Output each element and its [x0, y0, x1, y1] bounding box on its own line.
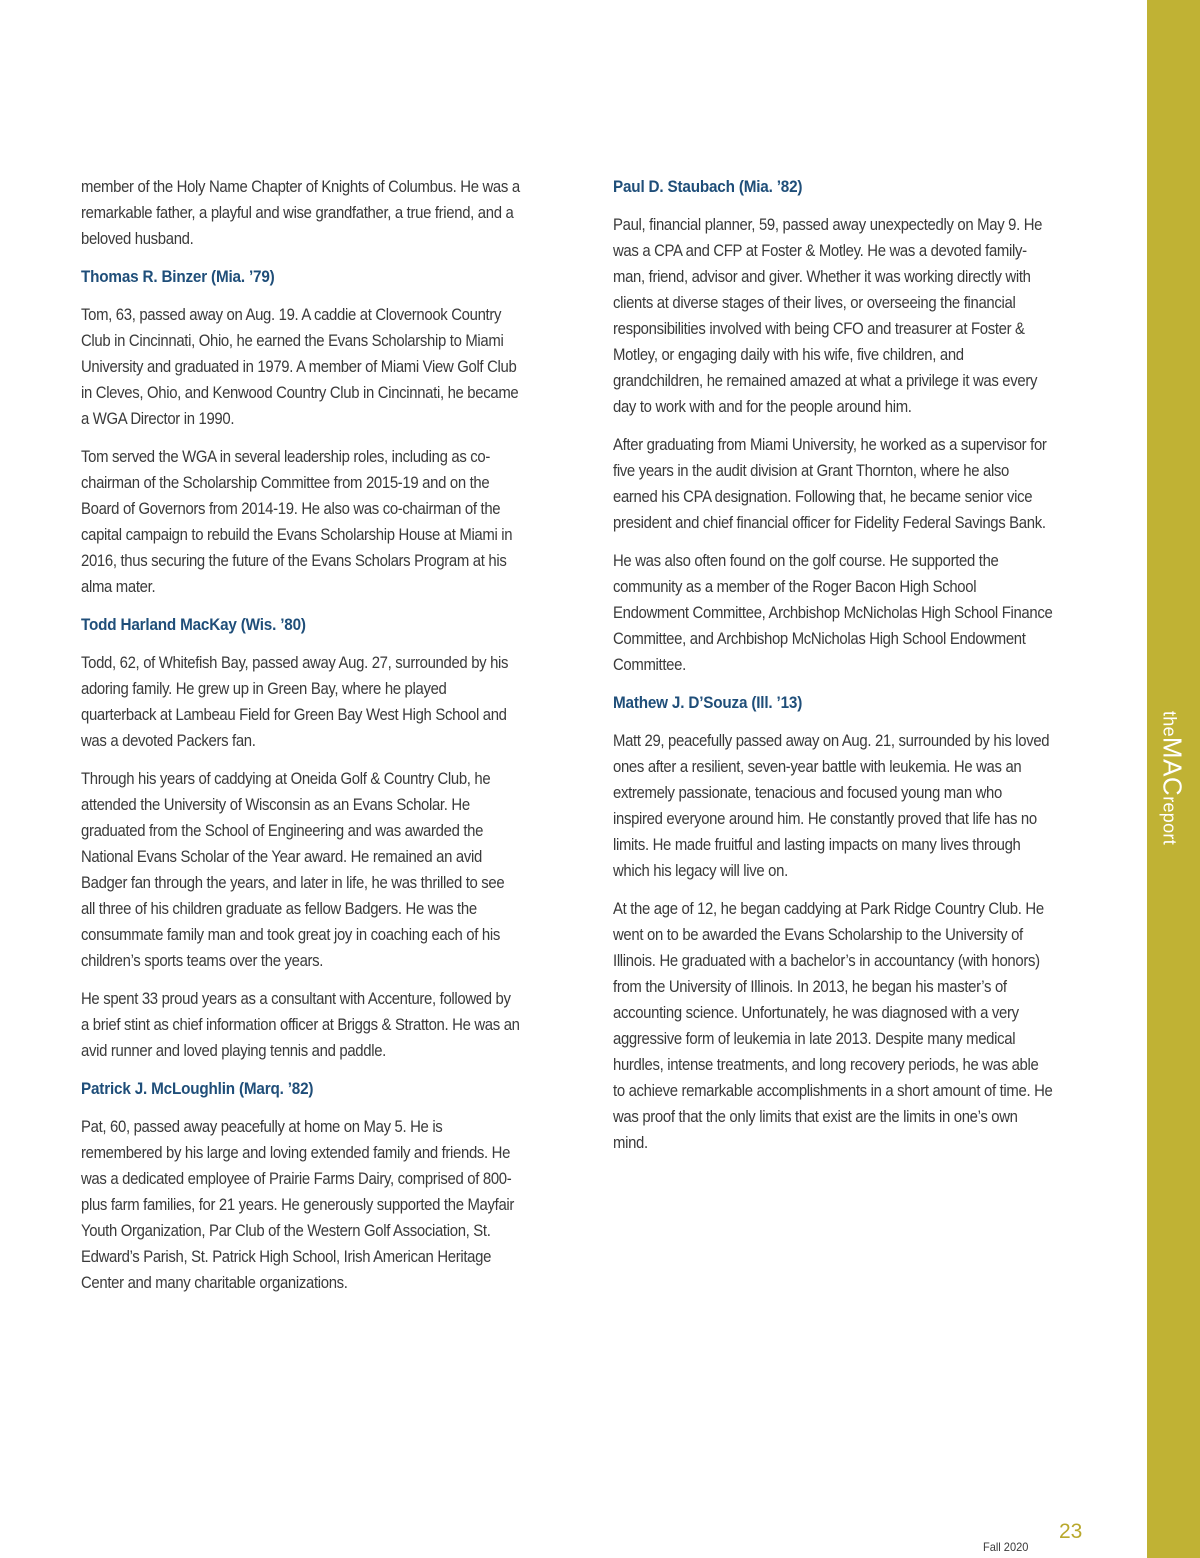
left-column: [81, 174, 521, 1308]
obituary-heading-mcloughlin: Patrick J. McLoughlin (Marq. ’82): [81, 1079, 314, 1098]
obituary-paragraph: Tom, 63, passed away on Aug. 19. A caddie at Clovernook Country Club in Cincinnati, Ohio, he earned the Evans Scholarship to Miami University and graduated in 1979. A member of Miami View Golf Club in Cleves, Ohio, and Kenwood Country Club in Cincinnati, he became a WGA Director in 1990.: [81, 306, 519, 428]
page-number: 23: [1059, 1520, 1083, 1543]
obituary-heading-staubach: Paul D. Staubach (Mia. ’82): [613, 177, 803, 196]
obituary-paragraph: At the age of 12, he began caddying at Park Ridge Country Club. He went on to be awarded the Evans Scholarship to the University of Illinois. He graduated with a bachelor’s in accountancy (with honors) from the University of Illinois. In 2013, he began his master’s of accounting science. Unfortunately, he was diagnosed with a very aggressive form of leukemia in late 2013. Despite many medical hurdles, intense treatments, and long recovery periods, he was able to achieve remarkable accomplishments in a short amount of time. He was proof that the only limits that exist are the limits in one’s own mind.: [613, 900, 1053, 1152]
right-column: [613, 174, 1053, 1168]
publication-brand: [1157, 711, 1188, 845]
obituary-paragraph: Pat, 60, passed away peacefully at home on May 5. He is remembered by his large and loving extended family and friends. He was a dedicated employee of Prairie Farms Dairy, comprised of 800-plus farm families, for 21 years. He generously supported the Mayfair Youth Organization, Par Club of the Western Golf Association, St. Edward’s Parish, St. Patrick High School, Irish American Heritage Center and many charitable organizations.: [81, 1118, 515, 1292]
obituary-paragraph: He spent 33 proud years as a consultant with Accenture, followed by a brief stint as chief information officer at Briggs & Stratton. He was an avid runner and loved playing tennis and paddle.: [81, 990, 520, 1060]
obituary-heading-binzer: Thomas R. Binzer (Mia. ’79): [81, 267, 275, 286]
brand-suffix: report: [1159, 796, 1180, 846]
intro-paragraph: member of the Holy Name Chapter of Knights of Columbus. He was a remarkable father, a playful and wise grandfather, a true friend, and a beloved husband.: [81, 178, 520, 248]
issue-label: Fall 2020: [982, 1540, 1028, 1554]
obituary-paragraph: Matt 29, peacefully passed away on Aug. 21, surrounded by his loved ones after a resilient, seven-year battle with leukemia. He was an extremely passionate, tenacious and focused young man who inspired everyone around him. He constantly proved that life has no limits. He made fruitful and lasting impacts on many lives through which his legacy will live on.: [613, 732, 1050, 880]
obituary-heading-dsouza: Mathew J. D’Souza (Ill. ’13): [613, 693, 803, 712]
obituary-paragraph: Todd, 62, of Whitefish Bay, passed away Aug. 27, surrounded by his adoring family. He grew up in Green Bay, where he played quarterback at Lambeau Field for Green Bay West High School and was a devoted Packers fan.: [81, 654, 509, 750]
obituary-paragraph: Paul, financial planner, 59, passed away unexpectedly on May 9. He was a CPA and CFP at Foster & Motley. He was a devoted family-man, friend, advisor and giver. Whether it was working directly with clients at diverse stages of their lives, or overseeing the financial responsibilities involved with being CFO and treasurer at Foster & Motley, or engaging daily with his wife, five children, and grandchildren, he remained amazed at what a privilege it was every day to work with and for the people around him.: [613, 216, 1043, 416]
brand-main: MAC: [1157, 736, 1188, 797]
obituary-heading-mackay: Todd Harland MacKay (Wis. ’80): [81, 615, 306, 634]
obituary-paragraph: He was also often found on the golf course. He supported the community as a member of the Roger Bacon High School Endowment Committee, Archbishop McNicholas High School Finance Committee, and Archbishop McNicholas High School Endowment Committee.: [613, 552, 1053, 674]
obituary-paragraph: After graduating from Miami University, he worked as a supervisor for five years in the audit division at Grant Thornton, where he also earned his CPA designation. Following that, he became senior vice president and chief financial officer for Fidelity Federal Savings Bank.: [613, 436, 1047, 532]
obituary-paragraph: Tom served the WGA in several leadership roles, including as co-chairman of the Scholarship Committee from 2015-19 and on the Board of Governors from 2014-19. He also was co-chairman of the capital campaign to rebuild the Evans Scholarship House at Miami in 2016, thus securing the future of the Evans Scholars Program at his alma mater.: [81, 448, 513, 596]
obituary-paragraph: Through his years of caddying at Oneida Golf & Country Club, he attended the University of Wisconsin as an Evans Scholar. He graduated from the School of Engineering and was awarded the National Evans Scholar of the Year award. He remained an avid Badger fan through the years, and later in life, he was thrilled to see all three of his children graduate as fellow Badgers. He was the consummate family man and took great joy in coaching each of his children’s sports teams over the years.: [81, 770, 505, 970]
brand-prefix: the: [1159, 710, 1180, 737]
